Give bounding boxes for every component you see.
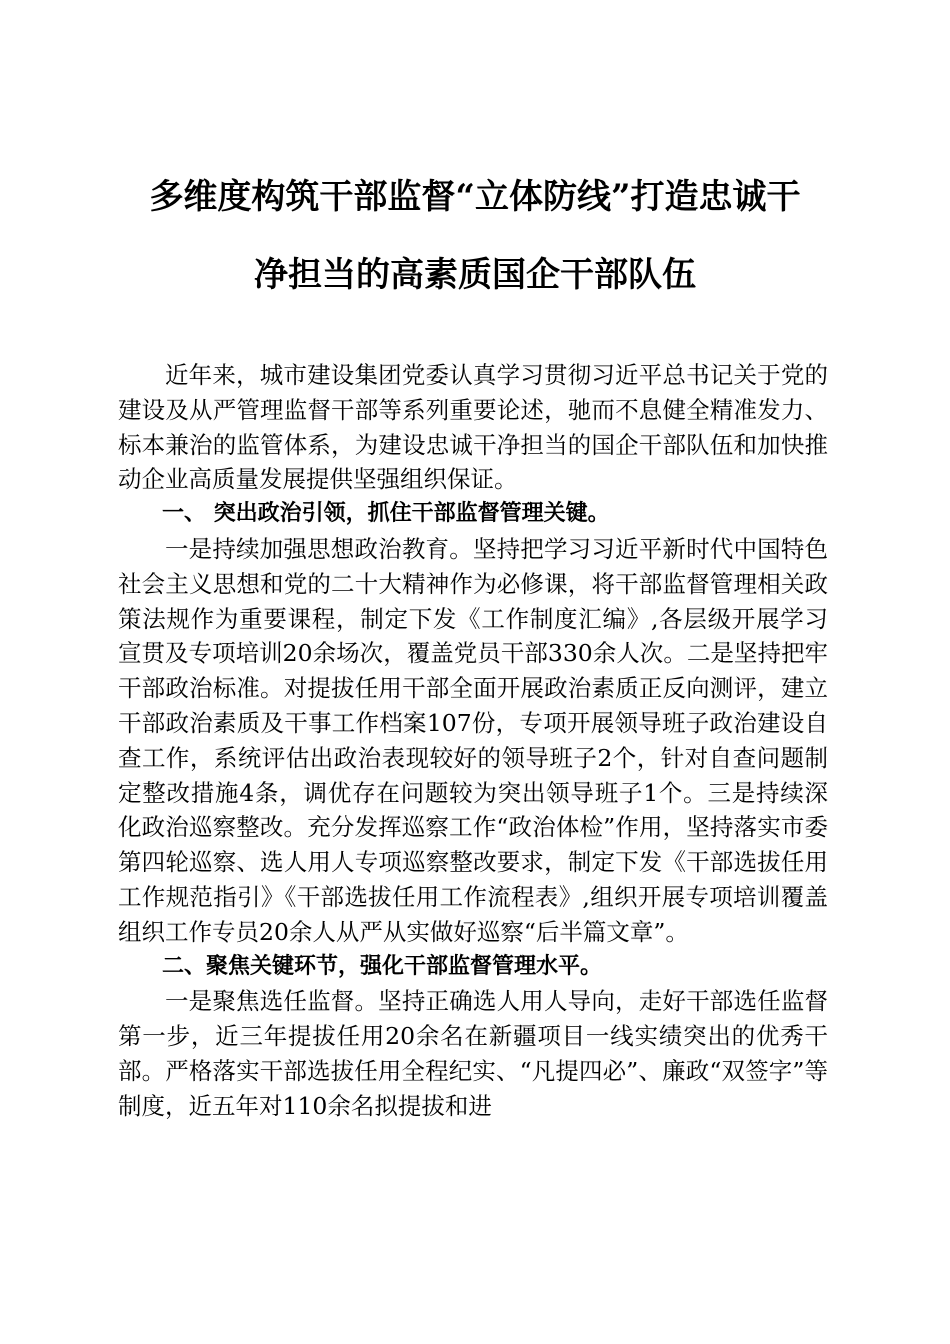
- section-2-heading: 二、聚焦关键环节，强化干部监督管理水平。: [162, 953, 603, 979]
- section-1-heading: 一、 突出政治引领，抓住干部监督管理关键。: [162, 501, 610, 527]
- document-body: [118, 358, 828, 1124]
- title-line-1: 多维度构筑干部监督“立体防线”打造忠诚干: [149, 177, 801, 217]
- title-line-2: 净担当的高素质国企干部队伍: [254, 255, 696, 295]
- intro-paragraph: 近年来，城市建设集团党委认真学习贯彻习近平总书记关于党的建设及从严管理监督干部等系列重要论述，驰而不息健全精准发力、标本兼治的监管体系，为建设忠诚干净担当的国企干部队伍和加快推动企业高质量发展提供坚强组织保证。: [118, 361, 828, 494]
- section-1-paragraph: 一是持续加强思想政治教育。坚持把学习习近平新时代中国特色社会主义思想和党的二十大精神作为必修课，将干部监督管理相关政策法规作为重要课程，制定下发《工作制度汇编》,各层级开展学习宣贯及专项培训20余场次，覆盖党员干部330余人次。二是坚持把牢干部政治标准。对提拔任用干部全面开展政治素质正反向测评，建立干部政治素质及干事工作档案107份，专项开展领导班子政治建设自查工作，系统评估出政治表现较好的领导班子2个，针对自查问题制定整改措施4条，调优存在问题较为突出领导班子1个。三是持续深化政治巡察整改。充分发挥巡察工作“政治体检”作用，坚持落实市委第四轮巡察、选人用人专项巡察整改要求，制定下发《干部选拔任用工作规范指引》《干部选拔任用工作流程表》,组织开展专项培训覆盖组织工作专员20余人从严从实做好巡察“后半篇文章”。: [118, 534, 828, 946]
- document-title: [100, 158, 850, 314]
- section-2-paragraph: 一是聚焦选任监督。坚持正确选人用人导向，走好干部选任监督第一步，近三年提拔任用20余名在新疆项目一线实绩突出的优秀干部。严格落实干部选拔任用全程纪实、“凡提四必”、廉政“双签字”等制度，近五年对110余名拟提拔和进: [118, 987, 828, 1120]
